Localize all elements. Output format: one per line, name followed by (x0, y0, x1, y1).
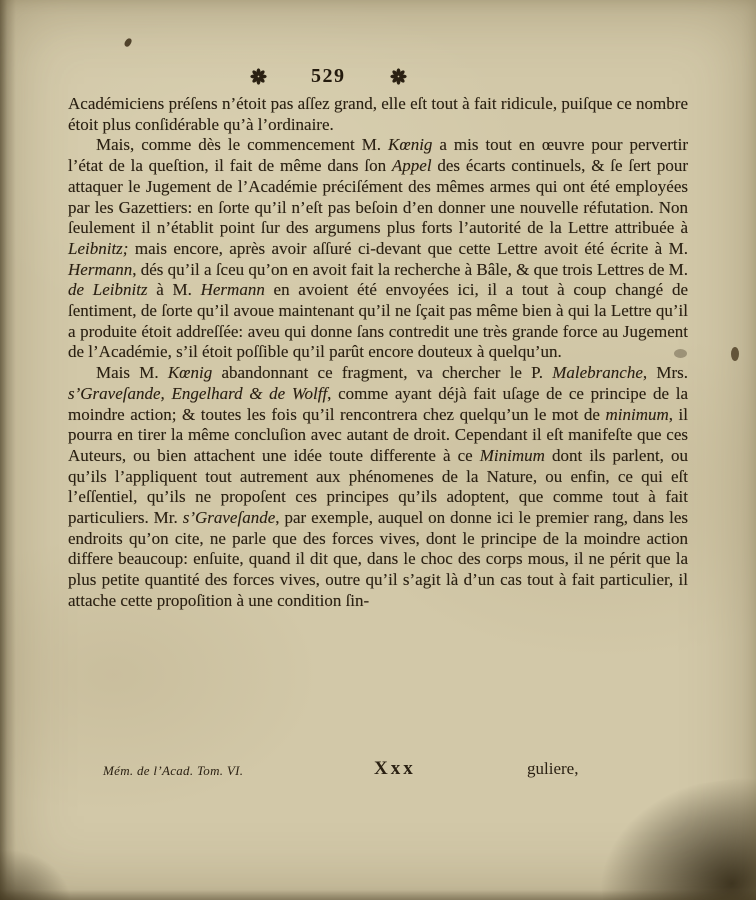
scan-artifact-gutter-shadow (0, 0, 16, 900)
footer-catchword: guliere, (527, 759, 579, 778)
text-run: en avoient été envoyées ici, il a tout à coup changé de ſentiment, de ſorte qu’il avoue maintenant qu’il ne ſçait pas même bien à qui la Lettre qu’il a produite étoit addreſſée: aveu qui donne ſans contredit une très grande force au Jugement de l’Académie, s’il étoit poſſible qu’il parût encore douteux à quelqu’un. (68, 280, 688, 362)
scan-artifact-ink-speck (123, 37, 132, 48)
rosette-fleuron-icon (390, 68, 407, 85)
italic-text-run: Kœnig (388, 135, 433, 155)
italic-text-run: Leibnitz; (68, 238, 129, 258)
italic-text-run: de Leibnitz (68, 280, 148, 300)
text-block (68, 94, 688, 612)
page-number: 529 (311, 64, 346, 87)
italic-text-run: Malebranche (552, 363, 643, 383)
italic-text-run: s’Graveſande (182, 508, 276, 528)
scan-artifact-ink-smudge (674, 349, 687, 358)
page-header (250, 64, 407, 88)
paragraph (68, 363, 688, 611)
scan-artifact-corner-blotch-left (0, 845, 77, 900)
paragraph (68, 94, 688, 135)
text-run: des écarts continuels, & ſe ſert pour attaquer le Jugement de l’Académie préciſément des mêmes armes qui ont été employées par les Gazettiers: en ſorte qu’il n’eſt pas beſoin d’en donner une nouvelle réfutation. Non ſeulement il n’établit point ſur des argumens plus forts l’autorité de la Lettre attribuée à (68, 156, 688, 238)
text-run: , dés qu’il a ſceu qu’on en avoit fait la recherche à Bâle, & que trois Lettres de M. (132, 259, 688, 279)
footer-volume-signature: Mém. de l’Acad. Tom. VI. (103, 763, 244, 778)
text-run: Mais M. (96, 363, 168, 383)
scan-artifact-margin-blot (731, 347, 739, 361)
footer-gathering-mark: Xxx (374, 758, 416, 779)
text-run: Mais, comme dès le commencement M. (96, 135, 389, 155)
text-run: , Mrs. (642, 363, 688, 383)
text-run: abandonnant ce fragment, va chercher le P. (212, 363, 553, 383)
italic-text-run: Kœnig (167, 363, 213, 383)
text-run: , par exemple, auquel on donne ici le premier rang, dans les endroits qu’on cite, ne parle que des forces vives, dont le principe de la moindre action differe beaucoup: enſuite, quand il dit que, dans le choc des corps mous, il ne périt que la plus petite quantité des forces vives, outre qu’il s’agit là d’un cas tout à fait particulier, il attache cette propoſition à une condition ſin- (68, 508, 688, 610)
paragraph (68, 135, 688, 363)
italic-text-run: Minimum (479, 445, 545, 465)
text-run: Académiciens préſens n’étoit pas aſſez grand, elle eſt tout à fait ridicule, puiſque ce nombre étoit plus conſidérable qu’à l’ordinaire. (68, 94, 688, 134)
scan-artifact-corner-blotch-right (589, 774, 756, 900)
text-run: mais encore, après avoir aſſuré ci-devant que cette Lettre avoit été écrite à M. (128, 238, 688, 258)
italic-text-run: Hermann (68, 259, 133, 279)
italic-text-run: s’Graveſande, Engelhard & de Wolff (68, 383, 328, 403)
page-footer (0, 756, 756, 786)
italic-text-run: minimum (605, 404, 669, 424)
italic-text-run: Hermann (200, 280, 265, 300)
text-run: , il pourra en tirer la même concluſion avec autant de droit. Cependant il eſt manifeſte que ces Auteurs, ou bien attachent une idée toute differente à ce (68, 404, 689, 465)
italic-text-run: Appel (391, 156, 432, 176)
text-run: à M. (147, 280, 201, 300)
text-run: , comme ayant déjà fait uſage de ce principe de la moindre action; & toutes les fois qu’il rencontrera chez quelqu’un le mot de (68, 383, 688, 424)
text-run: a mis tout en œuvre pour pervertir l’état de la queſtion, il fait de même dans ſon (68, 135, 688, 176)
rosette-fleuron-icon (250, 68, 267, 85)
text-run: dont ils parlent, ou qu’ils l’appliquent tout autrement aux phénomenes de la Nature, ou enfin, ce qui eſt l’eſſentiel, qu’ils ne propoſent ces principes qu’ils adoptent, que comme tout à fait particuliers. Mr. (68, 445, 688, 528)
